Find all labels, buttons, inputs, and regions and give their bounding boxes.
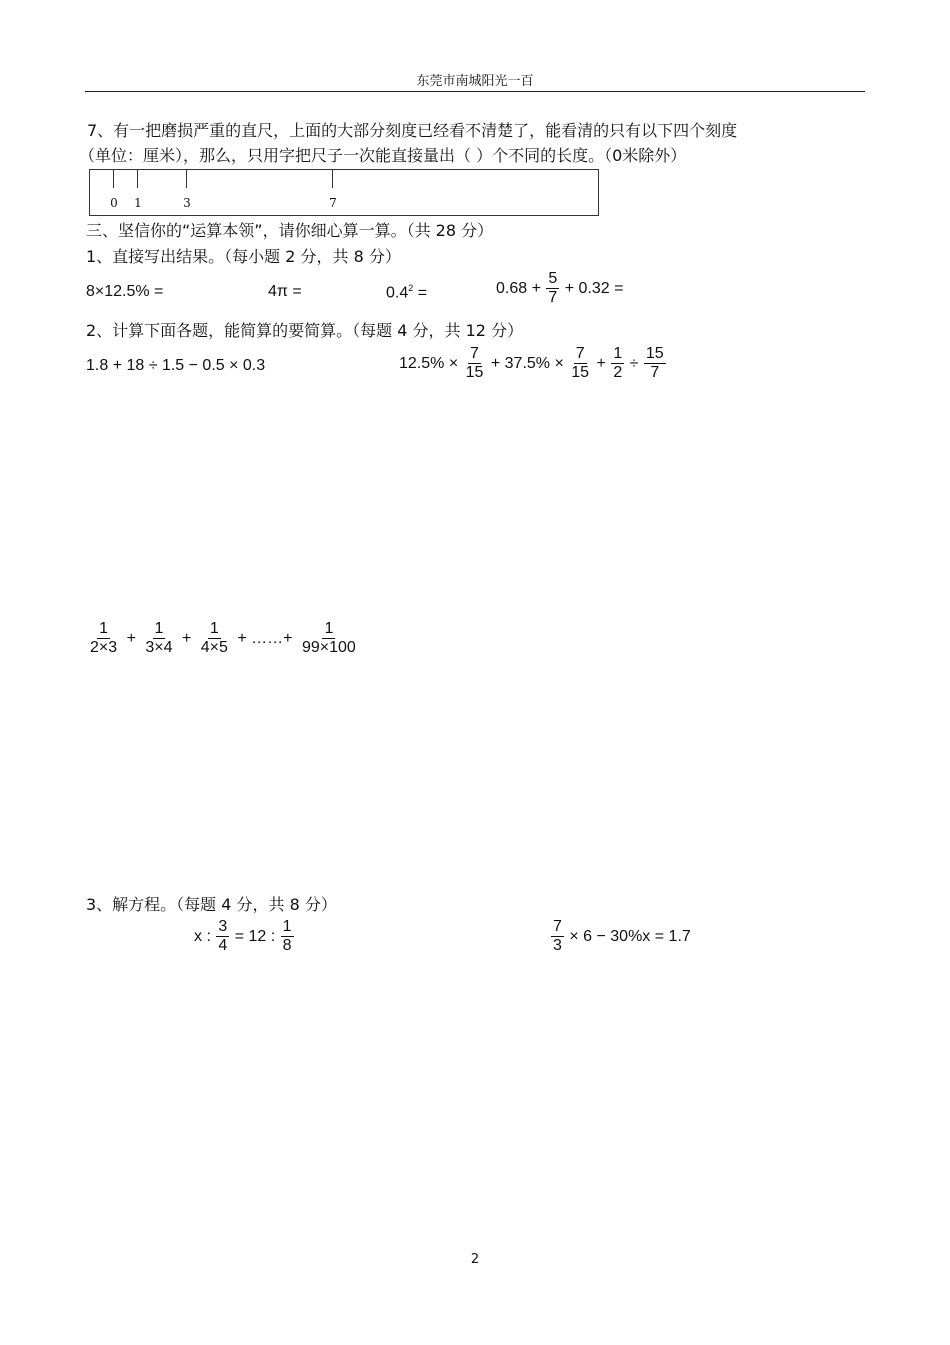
fraction-numerator: 1 [611,345,624,364]
fraction-numerator: 7 [468,345,481,364]
q7-line2: （单位：厘米），那么，只用字把尺子一次能直接量出（ ）个不同的长度。（0米除外） [79,146,687,165]
fraction [300,620,358,658]
expr2-term1: 12.5% × [399,355,459,373]
ruler-label-3: 3 [183,196,191,210]
fraction [569,345,591,383]
fraction-numerator: 5 [546,270,559,289]
fraction-numerator: 1 [208,620,221,639]
fraction-numerator: 3 [216,918,229,937]
ruler-tick-7 [332,170,333,188]
part1-item-c [386,283,427,302]
ruler-label-0: 0 [110,196,118,210]
fraction-denominator: 2 [613,364,623,382]
part2-expr1: 1.8 + 18 ÷ 1.5 − 0.5 × 0.3 [86,357,266,374]
fraction-denominator: 4×5 [200,639,228,657]
part1-item-d [496,270,623,308]
ruler-label-1: 1 [134,196,142,210]
part3-eq1 [194,918,295,956]
ruler-tick-1 [137,170,138,188]
expr2-term2: + 37.5% × [490,355,564,373]
part2-expr2 [399,345,667,383]
fraction [216,918,229,956]
fraction-denominator: 7 [548,289,558,307]
fraction-denominator: 2×3 [90,639,118,657]
ruler-tick-3 [186,170,187,188]
page-number: 2 [470,1252,480,1267]
fraction-numerator: 1 [97,620,110,639]
q7-line1: 7、有一把磨损严重的直尺，上面的大部分刻度已经看不清楚了，能看清的只有以下四个刻度 [87,121,738,140]
ellipsis-plus: + ……+ [237,630,293,648]
fraction-numerator: 7 [551,918,564,937]
expr2-term4: ÷ [629,355,639,373]
fraction [464,345,486,383]
fraction-numerator: 1 [153,620,166,639]
expr2-term3: + [596,355,606,373]
fraction-denominator: 3 [553,937,562,955]
fraction-denominator: 15 [571,364,590,382]
eq1-x: x : [194,928,211,946]
part1-title: 1、直接写出结果。（每小题 2 分，共 8 分） [86,247,401,266]
fraction-denominator: 15 [465,364,484,382]
fraction-denominator: 3×4 [145,639,173,657]
fraction-numerator: 7 [574,345,587,364]
page-header: 东莞市南城阳光一百 [416,74,534,89]
plus-sign: + [126,630,136,648]
ruler-tick-0 [113,170,114,188]
eq1-mid: = 12 : [234,928,276,946]
item-c-base: 0.4 [386,284,409,302]
fraction [611,345,624,383]
section3-title: 三、坚信你的“运算本领”，请你细心算一算。（共 28 分） [86,221,494,240]
item-c-equals: = [413,284,428,302]
part1-item-a: 8×12.5% = [86,283,164,300]
fraction [143,620,174,658]
fraction [551,918,564,956]
part2-expr3 [87,620,359,658]
fraction [281,918,294,956]
fraction-numerator: 1 [322,620,335,639]
plus-sign: + [181,630,192,648]
fraction-numerator: 1 [281,918,294,937]
item-c-exponent: 2 [408,283,414,293]
item-d-pre: 0.68 + [496,280,541,298]
part3-eq2 [550,918,691,956]
part1-item-b: 4π = [268,283,302,300]
fraction-denominator: 4 [218,937,228,955]
fraction [546,270,559,308]
part3-title: 3、解方程。（每题 4 分，共 8 分） [86,895,337,914]
fraction-denominator: 7 [650,364,660,382]
fraction [644,345,666,383]
fraction-numerator: 15 [644,345,666,364]
part2-title: 2、计算下面各题，能简算的要简算。（每题 4 分，共 12 分） [86,321,524,340]
header-divider [85,91,865,92]
fraction [88,620,119,658]
eq2-rest: × 6 − 30%x = 1.7 [569,928,691,946]
item-d-post: + 0.32 = [564,280,624,298]
ruler-label-7: 7 [329,196,337,210]
fraction [199,620,230,658]
fraction-denominator: 99×100 [301,639,356,657]
ruler-diagram [89,169,599,216]
fraction-denominator: 8 [282,937,292,955]
